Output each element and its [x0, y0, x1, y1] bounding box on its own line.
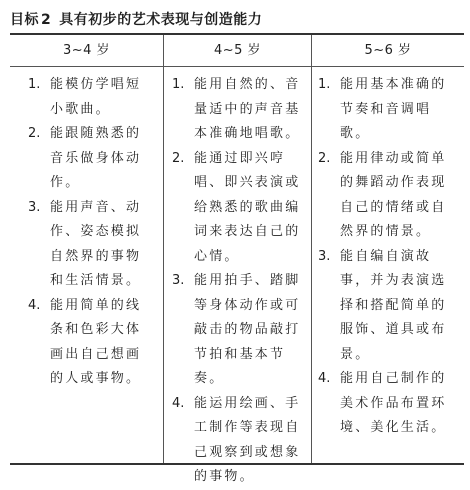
item-text: 能用简单的线条和色彩大体画出自己想画的人或事物。	[50, 297, 142, 386]
item-number: 2.	[318, 150, 331, 166]
list-item	[318, 367, 454, 441]
item-number: 1.	[28, 77, 41, 92]
goal-label: 目标	[10, 12, 39, 28]
item-text: 能通过即兴哼唱、即兴表演或给熟悉的歌曲编词来表达自己的心情。	[194, 150, 301, 264]
item-number: 3.	[28, 199, 41, 215]
list-item	[172, 147, 304, 270]
list-item	[318, 245, 454, 368]
column-4-5-list	[172, 73, 304, 490]
item-text: 能用拍手、踏脚等身体动作或可敲击的物品敲打节拍和基本节奏。	[194, 273, 301, 386]
table-top-rule	[10, 33, 464, 35]
item-number: 2.	[172, 150, 185, 166]
column-divider-1	[163, 35, 164, 463]
list-item	[28, 73, 156, 122]
item-number: 2.	[28, 126, 41, 141]
list-item	[28, 122, 156, 196]
item-number: 1.	[318, 77, 331, 92]
goal-text: 具有初步的艺术表现与创造能力	[59, 12, 263, 28]
column-header-5-6: 5~6 岁	[364, 43, 412, 58]
item-text: 能模仿学唱短小歌曲。	[50, 77, 142, 117]
list-item	[318, 73, 454, 147]
item-number: 4.	[28, 297, 41, 313]
item-text: 能用律动或简单的舞蹈动作表现自己的情绪或自然界的情景。	[340, 150, 447, 239]
column-3-4-list	[28, 73, 156, 392]
list-item	[318, 147, 454, 245]
table-header-rule	[10, 66, 464, 67]
item-number: 3.	[318, 248, 331, 264]
item-number: 1.	[172, 77, 185, 92]
item-text: 能用基本准确的节奏和音调唱歌。	[340, 77, 447, 141]
column-header-3-4: 3~4 岁	[62, 43, 111, 58]
item-text: 能用自己制作的美术作品布置环境、美化生活。	[340, 371, 447, 435]
list-item	[28, 294, 156, 392]
item-text: 能运用绘画、手工制作等表现自己观察到或想象的事物。	[194, 395, 301, 484]
goal-number: 2	[41, 12, 52, 28]
list-item	[172, 392, 304, 490]
column-header-4-5: 4~5 岁	[213, 43, 262, 58]
column-divider-2	[311, 35, 312, 463]
item-number: 4.	[318, 371, 331, 386]
item-text: 能自编自演故事，并为表演选择和搭配简单的服饰、道具或布景。	[340, 248, 447, 362]
goal-title	[10, 9, 262, 29]
list-item	[172, 73, 304, 147]
item-text: 能用声音、动作、姿态模拟自然界的事物和生活情景。	[50, 199, 142, 288]
item-text: 能用自然的、音量适中的声音基本准确地唱歌。	[194, 77, 301, 141]
list-item	[172, 269, 304, 392]
item-number: 4.	[172, 395, 185, 411]
column-5-6-list	[318, 73, 454, 441]
list-item	[28, 196, 156, 294]
item-text: 能跟随熟悉的音乐做身体动作。	[50, 126, 142, 190]
item-number: 3.	[172, 273, 185, 288]
